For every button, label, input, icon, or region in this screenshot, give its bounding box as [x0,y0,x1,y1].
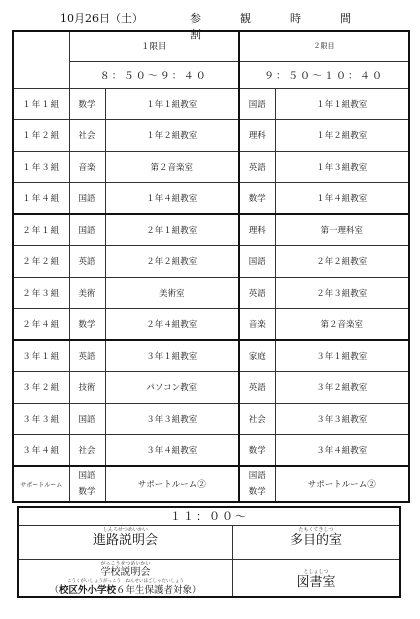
class-name: ３年３組 [13,403,69,435]
briefing-divider-h [19,559,399,560]
period-2-subject: 音楽 [239,309,275,341]
career-briefing [19,527,232,549]
period-2-subject: 英語 [239,277,275,309]
period-1-room: ３年３組教室 [105,403,239,435]
period-1-time: ８：５０～９：４０ [69,61,239,88]
career-briefing-ruby: しんろせつめいかい [103,527,148,533]
period-1-subject: 数学 [69,309,105,341]
class-name: ２年２組 [13,246,69,278]
period-2-room: ３年３組教室 [275,403,409,435]
period-2-subject: 家庭 [239,340,275,372]
class-row [13,183,409,215]
support-period-1-room: サポートルーム② [105,466,239,502]
school-briefing-sub [19,585,232,597]
period-time-row [13,61,409,88]
school-briefing-sub-ruby: こうくがいしょうがっこう ねんせいほごしゃたいしょう [67,579,184,584]
briefing-box [17,506,401,598]
period-2-subject: 数学 [239,183,275,215]
class-name: １年４組 [13,183,69,215]
period-2-subject: 社会 [239,403,275,435]
period-1-room: １年２組教室 [105,120,239,152]
period-1-subject: 社会 [69,435,105,467]
period-1-room: ２年４組教室 [105,309,239,341]
period-2-name: ２限目 [239,31,409,61]
school-briefing [19,561,232,597]
class-name: １年１組 [13,88,69,120]
career-briefing-room [233,527,399,549]
class-row [13,214,409,246]
support-period-2-subjects [239,466,275,502]
period-2-subject: 理科 [239,120,275,152]
support-period-2-room: サポートルーム② [275,466,409,502]
period-2-room: 第２音楽室 [275,309,409,341]
school-briefing-room-ruby: としょしつ [303,569,329,575]
school-briefing-sub-bold: 校区外小学校 [58,585,116,596]
period-2-subject: 国語 [239,88,275,120]
period-1-room: ３年１組教室 [105,340,239,372]
period-1-subject: 技術 [69,372,105,404]
class-name: ２年３組 [13,277,69,309]
class-name: １年３組 [13,151,69,183]
class-row [13,372,409,404]
period-1-subject: 英語 [69,246,105,278]
period-2-room: ２年２組教室 [275,246,409,278]
support-p1-subject-1: 国語 [78,471,96,481]
period-2-room: １年１組教室 [275,88,409,120]
period-2-subject: 数学 [239,435,275,467]
support-period-1-subjects [69,466,105,502]
period-2-room: １年４組教室 [275,183,409,215]
class-row [13,403,409,435]
period-name-row [13,31,409,61]
period-1-subject: 数学 [69,88,105,120]
page-header [60,10,400,41]
class-row [13,120,409,152]
support-p2-subject-1: 国語 [248,471,266,481]
class-row [13,246,409,278]
period-2-room: ２年３組教室 [275,277,409,309]
period-1-room: ２年２組教室 [105,246,239,278]
class-row [13,277,409,309]
class-name: ２年１組 [13,214,69,246]
period-1-subject: 国語 [69,403,105,435]
header-title: 参 観 時 間 割 [190,12,390,41]
class-name: ３年２組 [13,372,69,404]
support-class-name: サポートルーム [13,466,69,502]
period-2-room: 第一理科室 [275,214,409,246]
period-1-name: １限目 [69,31,239,61]
class-name: １年２組 [13,120,69,152]
period-1-room: 美術室 [105,277,239,309]
period-1-subject: 社会 [69,120,105,152]
period-1-room: ２年１組教室 [105,214,239,246]
header-date: 10月26日（土） [60,12,143,25]
period-2-room: ３年４組教室 [275,435,409,467]
career-briefing-room-ruby: たもくてきしつ [298,527,334,533]
school-briefing-ruby: がっこうせつめいかい [100,561,151,567]
class-row [13,435,409,467]
class-row [13,88,409,120]
class-row [13,151,409,183]
support-p1-subject-2: 数学 [78,487,96,497]
school-briefing-label: 学校説明会 [100,567,151,578]
period-1-subject: 美術 [69,277,105,309]
corner-cell [13,31,69,88]
briefing-time: １１：００～ [19,508,399,526]
period-1-subject: 音楽 [69,151,105,183]
period-1-room: １年４組教室 [105,183,239,215]
career-briefing-room-label: 多目的室 [289,533,342,548]
period-2-subject: 国語 [239,246,275,278]
support-p2-subject-2: 数学 [248,487,266,497]
class-name: ２年４組 [13,309,69,341]
support-row [13,466,409,502]
period-2-room: １年２組教室 [275,120,409,152]
period-2-room: ３年２組教室 [275,372,409,404]
period-1-room: パソコン教室 [105,372,239,404]
class-name: ３年１組 [13,340,69,372]
period-1-room: １年１組教室 [105,88,239,120]
period-1-room: ３年４組教室 [105,435,239,467]
period-1-room: 第２音楽室 [105,151,239,183]
period-2-room: ３年１組教室 [275,340,409,372]
period-1-subject: 英語 [69,340,105,372]
period-1-subject: 国語 [69,214,105,246]
period-2-time: ９：５０～１０：４０ [239,61,409,88]
class-row [13,309,409,341]
period-2-subject: 英語 [239,151,275,183]
class-name: ３年４組 [13,435,69,467]
school-briefing-sub-rest: ６年生保護者対象） [116,585,202,596]
period-2-subject: 英語 [239,372,275,404]
period-1-subject: 国語 [69,183,105,215]
career-briefing-label: 進路説明会 [92,533,158,548]
period-2-subject: 理科 [239,214,275,246]
schedule-table [12,30,410,503]
school-briefing-room [233,569,399,591]
school-briefing-sub-prefix: （ [49,585,59,596]
school-briefing-room-label: 図書室 [296,575,336,590]
period-2-room: １年３組教室 [275,151,409,183]
class-row [13,340,409,372]
